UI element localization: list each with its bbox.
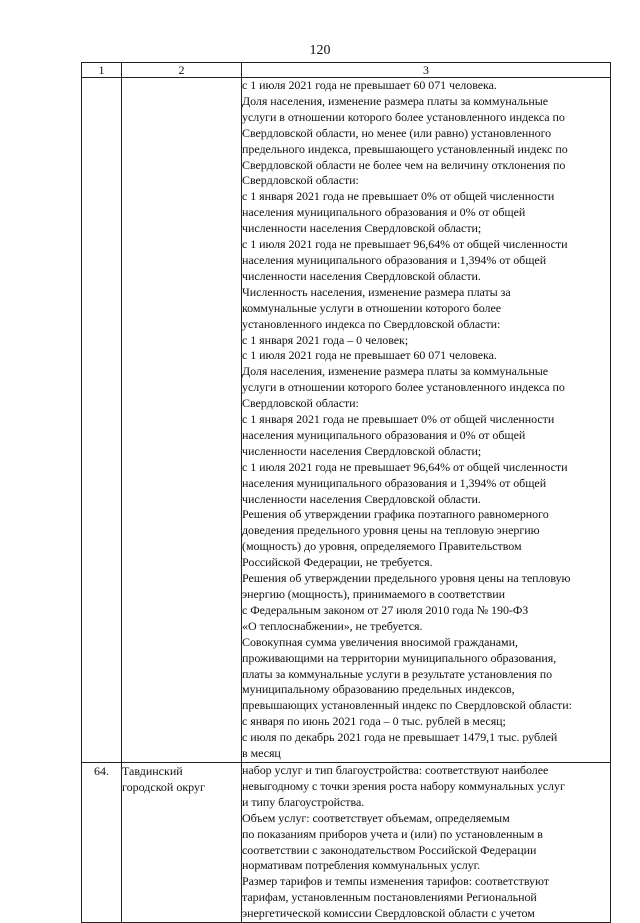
description-line: превышающих установленный индекс по Свердловской области: bbox=[242, 698, 572, 713]
description-cell bbox=[242, 762, 611, 922]
description-line: Российской Федерации, не требуется. bbox=[242, 555, 433, 570]
description-line: в месяц bbox=[242, 746, 281, 761]
description-line: Доля населения, изменение размера платы за коммунальные bbox=[242, 93, 549, 108]
row-number-cell: 64. bbox=[82, 762, 122, 922]
description-line: с июля по декабрь 2021 года не превышает 1479,1 тыс. рублей bbox=[242, 730, 558, 745]
description-line: с 1 января 2021 года не превышает 0% от общей численности bbox=[242, 412, 555, 427]
description-line: услуги в отношении которого более установленного индекса по bbox=[242, 380, 565, 395]
description-line: Свердловской области, но менее (или равно) установленного bbox=[242, 125, 552, 140]
description-line: Численность населения, изменение размера платы за bbox=[242, 284, 511, 299]
description-line: услуги в отношении которого более установленного индекса по bbox=[242, 109, 565, 124]
description-line: населения муниципального образования и 1,394% от общей bbox=[242, 475, 547, 490]
description-line: по показаниям приборов учета и (или) по установленным в bbox=[242, 826, 543, 841]
description-line: «О теплоснабжении», не требуется. bbox=[242, 618, 423, 633]
description-line: соответствии с законодательством Российской Федерации bbox=[242, 842, 537, 857]
description-line: с 1 июля 2021 года не превышает 96,64% от общей численности bbox=[242, 237, 568, 252]
description-line: Свердловской области: bbox=[242, 173, 359, 188]
description-line: и типу благоустройства. bbox=[242, 794, 365, 809]
description-line: численности населения Свердловской области. bbox=[242, 268, 481, 283]
description-line: невыгодному с точки зрения роста набору коммунальных услуг bbox=[242, 778, 565, 793]
municipality-name-cell bbox=[122, 762, 242, 922]
description-line: численности населения Свердловской области. bbox=[242, 491, 481, 506]
table-row bbox=[82, 762, 611, 922]
description-line: Размер тарифов и темпы изменения тарифов: соответствуют bbox=[242, 874, 549, 889]
description-line: Свердловской области: bbox=[242, 396, 359, 411]
description-line: проживающими на территории муниципального образования, bbox=[242, 650, 557, 665]
description-line: населения муниципального образования и 0% от общей bbox=[242, 205, 526, 220]
description-line: доведения предельного уровня цены на тепловую энергию bbox=[242, 523, 540, 538]
municipality-name-cell bbox=[122, 78, 242, 763]
description-line: муниципальному образованию предельных индексов, bbox=[242, 682, 515, 697]
description-line: Объем услуг: соответствует объемам, определяемым bbox=[242, 810, 510, 825]
column-header-2: 2 bbox=[122, 63, 242, 78]
description-line: (мощность) до уровня, определяемого Правительством bbox=[242, 539, 522, 554]
description-line: набор услуг и тип благоустройства: соответствуют наиболее bbox=[242, 762, 549, 777]
description-line: с 1 января 2021 года не превышает 0% от общей численности bbox=[242, 189, 555, 204]
description-line: с 1 июля 2021 года не превышает 60 071 человека. bbox=[242, 78, 497, 92]
description-line: численности населения Свердловской области; bbox=[242, 221, 482, 236]
description-line: Свердловской области не более чем на величину отклонения по bbox=[242, 157, 566, 172]
description-line: установленного индекса по Свердловской области: bbox=[242, 316, 501, 331]
description-line: коммунальные услуги в отношении которого более bbox=[242, 300, 502, 315]
description-line: энергию (мощность), принимаемого в соответствии bbox=[242, 587, 505, 601]
description-line: нормативам потребления коммунальных услуг. bbox=[242, 858, 481, 873]
document-table bbox=[81, 62, 611, 923]
description-line: с 1 января 2021 года – 0 человек; bbox=[242, 332, 409, 347]
description-line: численности населения Свердловской области; bbox=[242, 443, 482, 458]
description-line: населения муниципального образования и 0% от общей bbox=[242, 427, 526, 442]
description-line: с 1 июля 2021 года не превышает 96,64% от общей численности bbox=[242, 459, 568, 474]
municipality-name-line: городской округ bbox=[122, 779, 205, 794]
description-line: населения муниципального образования и 1,394% от общей bbox=[242, 252, 547, 267]
description-line: с января по июнь 2021 года – 0 тыс. рублей в месяц; bbox=[242, 714, 506, 729]
page-number: 120 bbox=[309, 43, 331, 58]
description-line: энергетической комиссии Свердловской области с учетом bbox=[242, 906, 535, 921]
description-line: с 1 июля 2021 года не превышает 60 071 человека. bbox=[242, 348, 497, 363]
table-row bbox=[82, 78, 611, 763]
description-line: с Федеральным законом от 27 июля 2010 года № 190-ФЗ bbox=[242, 602, 529, 617]
row-number-cell bbox=[82, 78, 122, 763]
municipality-name-line: Тавдинский bbox=[122, 763, 183, 778]
description-line: Решения об утверждении предельного уровня цены на тепловую bbox=[242, 571, 571, 586]
description-line: Решения об утверждении графика поэтапного равномерного bbox=[242, 507, 549, 522]
description-line: платы за коммунальные услуги в результате установления по bbox=[242, 666, 553, 681]
description-line: тарифам, установленным постановлениями Региональной bbox=[242, 890, 537, 905]
column-header-1: 1 bbox=[82, 63, 122, 78]
description-line: Совокупная сумма увеличения вносимой гражданами, bbox=[242, 634, 518, 649]
description-line: предельного индекса, превышающего установленный индекс по bbox=[242, 141, 568, 156]
description-line: Доля населения, изменение размера платы за коммунальные bbox=[242, 364, 549, 379]
table-header-row bbox=[82, 63, 611, 78]
column-header-3: 3 bbox=[242, 63, 611, 78]
description-cell bbox=[242, 78, 611, 763]
